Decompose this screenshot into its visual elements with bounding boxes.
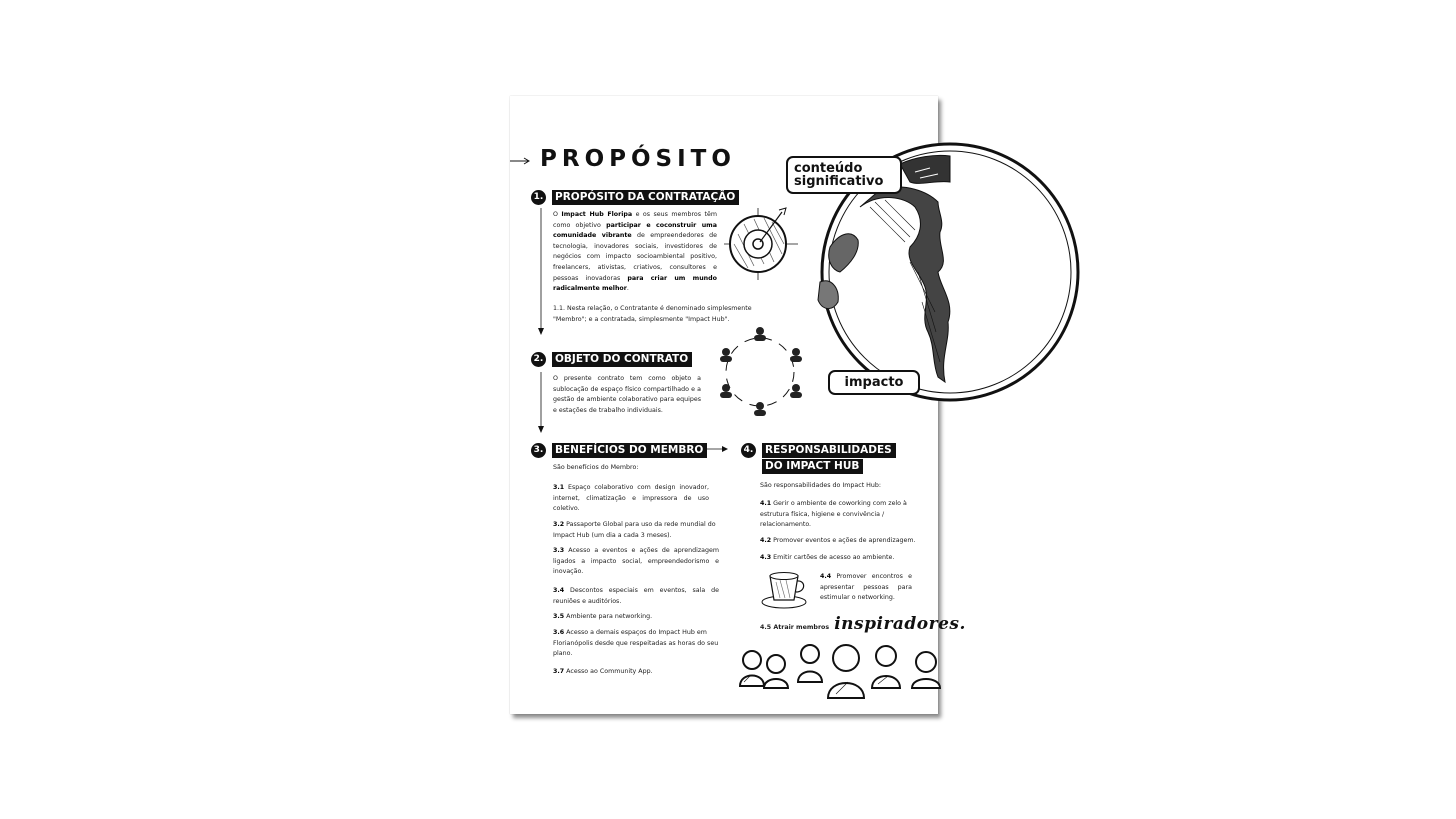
responsibility-num: 4.3 xyxy=(760,554,772,561)
benefit-text: Ambiente para networking. xyxy=(564,613,653,620)
section-heading-4-line2: DO IMPACT HUB xyxy=(762,459,863,474)
benefit-num: 3.5 xyxy=(553,613,565,620)
benefit-item-7 xyxy=(553,667,719,678)
section-number-3: 3. xyxy=(531,443,546,458)
section1-clause: 1.1. Nesta relação, o Contratante é denominado simplesmente "Membro"; e a contratada, simplesmente "Impact Hub". xyxy=(553,305,752,323)
benefit-num: 3.3 xyxy=(553,547,565,554)
section-heading-3: BENEFÍCIOS DO MEMBRO xyxy=(552,443,707,458)
benefit-num: 3.1 xyxy=(553,484,565,491)
document-page xyxy=(510,96,966,714)
bubble-impacto: impacto xyxy=(828,370,920,395)
section2-arrow-icon xyxy=(537,372,545,436)
section2-paragraph: O presente contrato tem como objeto a sublocação de espaço físico compartilhado e a gestão de ambiente colaborativo para equipes e estações de trabalho individuais. xyxy=(553,375,701,414)
responsibility-text: Emitir cartões de acesso ao ambiente. xyxy=(771,554,895,561)
responsibility-text: Atrair membros xyxy=(771,624,830,631)
benefit-text: Espaço colaborativo com design inovador, internet, climatização e impressora de uso coletivo. xyxy=(553,484,709,513)
responsibility-item-4 xyxy=(820,572,912,604)
coffee-cup-icon xyxy=(760,568,810,610)
section-heading-2: OBJETO DO CONTRATO xyxy=(552,352,692,367)
responsibility-text: Promover encontros e apresentar pessoas para estimular o networking. xyxy=(820,573,912,602)
benefit-text: Acesso ao Community App. xyxy=(564,668,653,675)
section-number-2: 2. xyxy=(531,352,546,367)
section3-intro: São benefícios do Membro: xyxy=(553,464,639,471)
inspiradores-script: inspiradores. xyxy=(834,614,966,634)
title-arrow-icon xyxy=(510,156,532,166)
responsibility-text: Gerir o ambiente de coworking com zelo à estrutura física, higiene e convivência / relacionamento. xyxy=(760,500,907,529)
p1-pre: O xyxy=(553,211,562,218)
p1-text-2: de empreendedores de tecnologia, inovadores sociais, investidores de negócios com impacto socioambiental positivo, freelancers, ativistas, criativos, consultores e pessoas inovadoras xyxy=(553,232,717,282)
benefit-item-4 xyxy=(553,586,719,607)
responsibility-item-1 xyxy=(760,499,920,531)
section-heading-1: PROPÓSITO DA CONTRATAÇÃO xyxy=(552,190,739,205)
benefit-item-6 xyxy=(553,628,719,660)
responsibility-num: 4.1 xyxy=(760,500,772,507)
responsibility-item-2 xyxy=(760,536,935,547)
benefit-text: Passaporte Global para uso da rede mundial do Impact Hub (um dia a cada 3 meses). xyxy=(553,521,716,539)
responsibility-num: 4.4 xyxy=(820,573,832,580)
benefit-item-1 xyxy=(553,483,709,515)
target-icon xyxy=(724,204,804,284)
section1-arrow-icon xyxy=(537,208,545,338)
section-number-1: 1. xyxy=(531,190,546,205)
benefit-num: 3.4 xyxy=(553,587,565,594)
benefit-item-5 xyxy=(553,612,719,623)
section-heading-4-line1: RESPONSABILIDADES xyxy=(762,443,896,458)
page-title: PROPÓSITO xyxy=(540,146,736,172)
benefit-num: 3.7 xyxy=(553,668,565,675)
p1-bold-3: para criar um mundo radicalmente melhor xyxy=(553,274,717,293)
section3-arrow-icon xyxy=(706,444,730,454)
benefit-text: Acesso a eventos e ações de aprendizagem ligados a impacto social, empreendedorismo e inovação. xyxy=(553,547,719,576)
p1-bold-2: participar e coconstruir uma comunidade vibrante xyxy=(553,221,717,240)
people-network-icon xyxy=(710,322,810,422)
responsibility-text: Promover eventos e ações de aprendizagem. xyxy=(771,537,916,544)
section-number-4: 4. xyxy=(741,443,756,458)
bubble-conteudo: conteúdo significativo xyxy=(786,156,902,194)
responsibility-num: 4.2 xyxy=(760,537,772,544)
benefit-item-2 xyxy=(553,520,719,541)
benefit-text: Acesso a demais espaços do Impact Hub em Florianópolis desde que respeitadas as horas do seu plano. xyxy=(553,629,719,658)
section1-paragraph xyxy=(553,210,717,295)
responsibility-num: 4.5 xyxy=(760,624,772,631)
benefit-num: 3.2 xyxy=(553,521,565,528)
benefit-item-3 xyxy=(553,546,719,578)
section4-intro: São responsabilidades do Impact Hub: xyxy=(760,482,882,489)
people-row-illustration xyxy=(740,644,940,706)
benefit-text: Descontos especiais em eventos, sala de reuniões e auditórios. xyxy=(553,587,719,605)
benefit-num: 3.6 xyxy=(553,629,565,636)
responsibility-item-5 xyxy=(760,614,966,634)
p1-end: . xyxy=(626,285,629,293)
responsibility-item-3 xyxy=(760,553,935,564)
p1-bold-1: Impact Hub Floripa xyxy=(561,211,633,218)
p1-text-1: e os seus membros têm como objetivo xyxy=(553,211,717,229)
